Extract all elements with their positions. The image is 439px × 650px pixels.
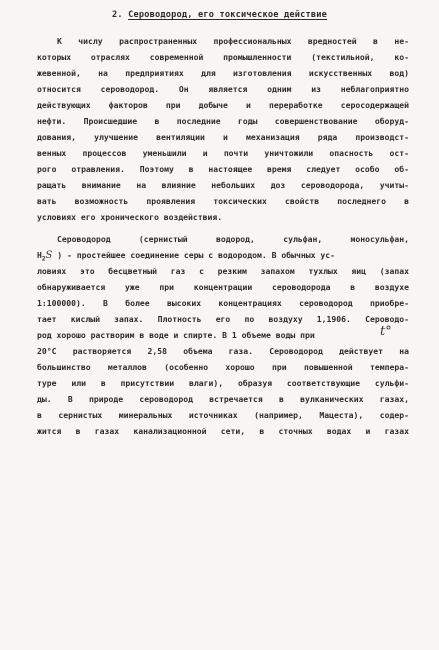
text-line: в сернистых минеральных источниках (например, Мацеста), содер- xyxy=(37,410,409,420)
text-line: венных процессов уменьшили и почти уничтожили опасность ост- xyxy=(37,148,409,158)
text-line: тает кислый запах. Плотность его по воздуху 1,1906. Сероводо- xyxy=(37,314,409,324)
formula-line xyxy=(37,250,409,265)
text-line: ловиях это бесцветный газ с резким запахом тухлых яиц (запах xyxy=(37,266,409,276)
text-line: Сероводород (сернистый водород, сульфан, моносульфан, xyxy=(57,234,409,244)
section-heading xyxy=(0,10,439,20)
handwritten-annotation: t° xyxy=(380,324,392,339)
text-line: вать возможность проявления токсических свойств последнего в xyxy=(37,196,409,206)
text-line: которых отраслях современной промышленности (текстильной, ко- xyxy=(37,52,409,62)
text-line: обнаруживается уже при концентрации сероводорода в воздухе xyxy=(37,282,409,292)
text-line: ращать внимание на влияние небольших доз сероводорода, учиты- xyxy=(37,180,409,190)
text-line: 20°С растворяется 2,58 объема газа. Сероводород действует на xyxy=(37,346,409,356)
text-line: дования, улучшение вентиляции и механизация ряда производст- xyxy=(37,132,409,142)
text-line: ды. В природе сероводород встречается в вулканических газах, xyxy=(37,394,409,404)
text-line: жевенной, на предприятиях для изготовления искусственных вод) xyxy=(37,68,409,78)
text-fragment: ) - простейшее соединение серы с водородом. В обычных ус- xyxy=(57,250,335,260)
text-line: род хорошо растворим в воде и спирте. В 1 объеме воды при xyxy=(37,330,315,340)
text-line: действующих факторов при добыче и переработке серосодержащей xyxy=(37,100,409,110)
text-line: условиях его хронического воздействия. xyxy=(37,212,223,222)
text-line: К числу распространенных профессиональных вредностей в не- xyxy=(57,36,409,46)
text-line: большинство металлов (особенно хорошо при повышенной темпера- xyxy=(37,362,409,372)
text-line: 1:100000). В более высоких концентрациях сероводород приобре- xyxy=(37,298,409,308)
formula-h: H xyxy=(37,250,42,260)
text-line: жится в газах канализационной сети, в сточных водах и газах xyxy=(37,426,409,436)
formula-s-handwritten: S xyxy=(45,250,53,261)
section-title: Сероводород, его токсическое действие xyxy=(128,10,327,20)
formula-subscript: 2 xyxy=(41,255,46,263)
section-number: 2. xyxy=(112,10,123,20)
text-line: относится сероводород. Он является одним из неблагоприятно xyxy=(37,84,409,94)
text-line: нефти. Происшедшие в последние годы совершенствование оборуд- xyxy=(37,116,409,126)
text-line: туре или в присутствии влаги), образуя соответствующие сульфи- xyxy=(37,378,409,388)
text-line: рого отравления. Поэтому в настоящее время следует особо об- xyxy=(37,164,409,174)
